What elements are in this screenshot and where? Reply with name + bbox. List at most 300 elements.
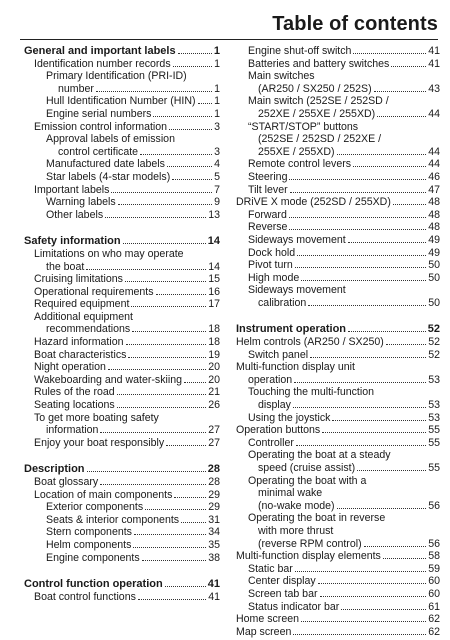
- toc-page: 44: [428, 145, 440, 158]
- toc-label: Multi-function display elements: [236, 550, 381, 563]
- toc-page: 62: [428, 613, 440, 626]
- toc-entry-line: Primary Identification (PRI-ID): [46, 70, 187, 83]
- toc-page: 55: [428, 424, 440, 437]
- toc-page: 20: [208, 361, 220, 374]
- toc-page: 9: [214, 196, 220, 209]
- toc-page: 19: [208, 348, 220, 361]
- toc-label: Boat control functions: [34, 590, 136, 603]
- toc-left-column: [24, 45, 220, 603]
- dot-leader: [301, 621, 426, 622]
- toc-section[interactable]: [24, 463, 220, 476]
- toc-page: 48: [428, 196, 440, 209]
- toc-page: 49: [428, 246, 440, 259]
- dot-leader: [100, 484, 206, 485]
- toc-label: General and important labels: [24, 45, 176, 57]
- section-gap: [236, 309, 440, 323]
- toc-section[interactable]: [24, 235, 220, 248]
- toc-entry[interactable]: [236, 221, 440, 234]
- toc-page: 61: [428, 600, 440, 613]
- toc-entry[interactable]: [236, 234, 440, 247]
- toc-label: Engine components: [46, 551, 140, 564]
- toc-page: 60: [428, 575, 440, 588]
- toc-entry[interactable]: [236, 399, 440, 412]
- toc-page: 15: [208, 273, 220, 286]
- toc-entry[interactable]: [24, 184, 220, 197]
- toc-label: Remote control levers: [248, 158, 352, 171]
- toc-label: Seats & interior components: [46, 513, 180, 526]
- toc-page: 34: [208, 526, 220, 539]
- toc-page: 26: [208, 399, 220, 412]
- toc-entry[interactable]: [236, 247, 440, 260]
- toc-label: Operational requirements: [34, 285, 154, 298]
- toc-label: Instrument operation: [236, 323, 347, 336]
- toc-page: 56: [428, 499, 440, 512]
- toc-entry[interactable]: [24, 261, 220, 274]
- toc-page: 20: [208, 373, 220, 386]
- dot-leader: [117, 407, 207, 408]
- toc-page: 4: [214, 158, 220, 171]
- toc-entry[interactable]: [236, 626, 440, 639]
- toc-label: Steering: [248, 170, 288, 183]
- toc-page: 16: [208, 285, 220, 298]
- toc-label: Home screen: [236, 613, 299, 626]
- dot-leader: [178, 53, 212, 54]
- toc-label: Description: [24, 463, 85, 476]
- toc-entry[interactable]: [236, 462, 440, 475]
- dot-leader: [111, 192, 212, 193]
- toc-page: 58: [428, 550, 440, 563]
- toc-entry[interactable]: [236, 158, 440, 171]
- dot-leader: [174, 497, 206, 498]
- dot-leader: [167, 166, 212, 167]
- toc-page: 18: [208, 323, 220, 336]
- toc-page: 28: [208, 476, 220, 488]
- dot-leader: [337, 154, 427, 155]
- toc-entry[interactable]: [24, 336, 220, 349]
- toc-entry-line: Main switch (252SE / 252SD /: [248, 95, 389, 108]
- dot-leader: [290, 192, 427, 193]
- toc-page: 29: [208, 488, 220, 501]
- dot-leader: [357, 470, 426, 471]
- toc-entry[interactable]: [236, 184, 440, 197]
- dot-leader: [131, 306, 206, 307]
- toc-page: 53: [428, 399, 440, 412]
- dot-leader: [134, 534, 206, 535]
- toc-entry[interactable]: [236, 259, 440, 272]
- dot-leader: [295, 267, 426, 268]
- toc-page: 47: [428, 183, 440, 196]
- toc-page: 21: [208, 386, 220, 399]
- toc-label: Cruising limitations: [34, 273, 123, 286]
- toc-page: 49: [428, 233, 440, 246]
- toc-page: 1: [214, 57, 220, 70]
- toc-page: 28: [207, 463, 220, 476]
- toc-label: Status indicator bar: [248, 600, 340, 613]
- dot-leader: [117, 394, 207, 395]
- toc-page: 1: [214, 95, 220, 108]
- toc-label: Pivot turn: [248, 259, 293, 272]
- toc-page: 52: [428, 348, 440, 361]
- dot-leader: [96, 91, 212, 92]
- toc-label: Exterior components: [46, 501, 144, 514]
- toc-label: Reverse: [248, 221, 288, 234]
- toc-label: Operation buttons: [236, 424, 321, 437]
- dot-leader: [145, 509, 206, 510]
- toc-entry-line: with more thrust: [258, 524, 334, 537]
- toc-page: 48: [428, 221, 440, 234]
- toc-entry[interactable]: [236, 550, 440, 563]
- toc-page: 1: [214, 107, 220, 120]
- toc-label: (AR250 / SX250 / 252S): [258, 82, 372, 95]
- toc-page: 3: [214, 120, 220, 133]
- toc-label: Switch panel: [248, 348, 309, 361]
- toc-entry-line: Additional equipment: [34, 310, 133, 323]
- dot-leader: [86, 269, 206, 270]
- dot-leader: [391, 66, 426, 67]
- dot-leader: [108, 369, 206, 370]
- toc-entry[interactable]: [24, 539, 220, 552]
- toc-label: Safety information: [24, 235, 121, 248]
- toc-page: 1: [214, 82, 220, 95]
- toc-page: 29: [208, 501, 220, 514]
- dot-leader: [184, 382, 206, 383]
- dot-leader: [386, 344, 426, 345]
- dot-leader: [128, 357, 206, 358]
- toc-entry[interactable]: [236, 538, 440, 551]
- toc-entry[interactable]: [24, 526, 220, 539]
- dot-leader: [289, 179, 426, 180]
- dot-leader: [348, 331, 426, 332]
- title-rule: [20, 39, 438, 40]
- toc-label: Enjoy your boat responsibly: [34, 436, 165, 449]
- toc-page: 41: [208, 590, 220, 603]
- toc-page: 38: [208, 551, 220, 564]
- toc-label: Engine serial numbers: [46, 107, 152, 120]
- toc-label: Important labels: [34, 183, 110, 196]
- toc-entry-line: (252SE / 252SD / 252XE /: [258, 133, 382, 146]
- toc-entry[interactable]: [236, 209, 440, 222]
- toc-label: Night operation: [34, 361, 106, 374]
- dot-leader: [289, 217, 426, 218]
- toc-page: 44: [428, 158, 440, 171]
- toc-entry[interactable]: [24, 121, 220, 134]
- dot-leader: [172, 179, 212, 180]
- dot-leader: [289, 229, 426, 230]
- toc-page: 50: [428, 271, 440, 284]
- dot-leader: [105, 217, 206, 218]
- toc-entry[interactable]: [236, 588, 440, 601]
- toc-entry-line: Main switches: [248, 70, 315, 83]
- toc-entry[interactable]: [24, 95, 220, 108]
- toc-entry[interactable]: [24, 591, 220, 604]
- toc-label: (reverse RPM control): [258, 537, 362, 550]
- toc-label: Sideways movement: [248, 233, 346, 246]
- dot-leader: [156, 294, 207, 295]
- dot-leader: [87, 471, 206, 472]
- toc-entry[interactable]: [24, 171, 220, 184]
- dot-leader: [353, 53, 426, 54]
- toc-page: 31: [208, 513, 220, 526]
- toc-page: 46: [428, 170, 440, 183]
- toc-label: Rules of the road: [34, 386, 115, 399]
- toc-label: Controller: [248, 436, 294, 449]
- dot-leader: [348, 242, 426, 243]
- toc-entry-line: Approval labels of emission: [46, 133, 175, 146]
- toc-entry[interactable]: [236, 83, 440, 96]
- toc-label: Center display: [248, 575, 316, 588]
- toc-entry[interactable]: [236, 108, 440, 121]
- toc-entry-line: “START/STOP” buttons: [248, 120, 359, 133]
- toc-section[interactable]: [236, 323, 440, 336]
- toc-entry[interactable]: [24, 514, 220, 527]
- toc-label: Hazard information: [34, 336, 124, 349]
- toc-label: Seating locations: [34, 399, 115, 412]
- toc-page: 48: [428, 208, 440, 221]
- toc-entry[interactable]: [236, 575, 440, 588]
- toc-entry[interactable]: [24, 424, 220, 437]
- dot-leader: [337, 508, 427, 509]
- toc-label: Using the joystick: [248, 411, 331, 424]
- toc-entry[interactable]: [24, 437, 220, 450]
- toc-label: number: [58, 82, 94, 95]
- toc-label: Other labels: [46, 208, 104, 221]
- toc-label: Wakeboarding and water-skiing: [34, 373, 182, 386]
- dot-leader: [125, 281, 206, 282]
- toc-label: Hull Identification Number (HIN): [46, 95, 196, 108]
- toc-section[interactable]: [24, 578, 220, 591]
- toc-label: Required equipment: [34, 298, 130, 311]
- toc-label: Location of main components: [34, 488, 173, 501]
- toc-page: 41: [428, 45, 440, 57]
- toc-entry[interactable]: [236, 349, 440, 362]
- dot-leader: [165, 586, 206, 587]
- toc-entry-line: Operating the boat at a steady: [248, 449, 391, 462]
- toc-label: Warning labels: [46, 196, 116, 209]
- toc-label: Control function operation: [24, 578, 163, 591]
- dot-leader: [341, 609, 426, 610]
- toc-entry[interactable]: [24, 286, 220, 299]
- toc-page: 59: [428, 562, 440, 575]
- dot-leader: [100, 432, 206, 433]
- toc-page: 27: [208, 436, 220, 449]
- dot-leader: [383, 558, 426, 559]
- dot-leader: [140, 154, 212, 155]
- toc-entry[interactable]: [236, 601, 440, 614]
- toc-entry[interactable]: [24, 158, 220, 171]
- toc-label: calibration: [258, 296, 307, 309]
- toc-page: 41: [428, 57, 440, 70]
- dot-leader: [153, 116, 212, 117]
- toc-label: Boat characteristics: [34, 348, 127, 361]
- toc-label: speed (cruise assist): [258, 462, 356, 474]
- toc-page: 7: [214, 183, 220, 196]
- toc-right-column: [236, 45, 440, 638]
- toc-entry[interactable]: [236, 424, 440, 437]
- toc-entry[interactable]: [236, 374, 440, 387]
- toc-page: 62: [428, 625, 440, 638]
- toc-label: Map screen: [236, 625, 292, 638]
- dot-leader: [332, 420, 426, 421]
- dot-leader: [377, 116, 426, 117]
- toc-entry[interactable]: [236, 272, 440, 285]
- toc-label: Dock hold: [248, 246, 296, 259]
- toc-label: (no-wake mode): [258, 499, 335, 512]
- dot-leader: [294, 382, 426, 383]
- toc-label: Identification number records: [34, 57, 171, 70]
- toc-entry-line: Operating the boat in reverse: [248, 512, 386, 525]
- toc-page: 41: [207, 578, 220, 591]
- dot-leader: [296, 445, 426, 446]
- toc-page: 50: [428, 259, 440, 272]
- toc-entry[interactable]: [236, 297, 440, 310]
- toc-page: 52: [427, 323, 440, 336]
- toc-page: 43: [428, 82, 440, 95]
- toc-entry[interactable]: [24, 476, 220, 489]
- toc-entry[interactable]: [24, 374, 220, 387]
- toc-entry[interactable]: [236, 500, 440, 513]
- toc-page: 5: [214, 170, 220, 183]
- toc-entry[interactable]: [24, 83, 220, 96]
- dot-leader: [132, 331, 206, 332]
- toc-label: 255XE / 255XD): [258, 145, 335, 158]
- dot-leader: [166, 445, 206, 446]
- toc-label: DRiVE X mode (252SD / 255XD): [236, 196, 391, 209]
- dot-leader: [293, 634, 426, 635]
- toc-label: Static bar: [248, 562, 293, 575]
- toc-label: Stern components: [46, 526, 132, 539]
- toc-page: 44: [428, 107, 440, 120]
- toc-entry-line: Multi-function display unit: [236, 361, 355, 374]
- toc-entry-line: Touching the multi-function: [248, 386, 375, 399]
- toc-label: the boat: [46, 260, 85, 273]
- toc-entry-line: Limitations on who may operate: [34, 247, 184, 260]
- toc-entry[interactable]: [236, 196, 440, 209]
- dot-leader: [308, 305, 426, 306]
- toc-entry[interactable]: [24, 349, 220, 362]
- toc-label: Helm controls (AR250 / SX250): [236, 336, 384, 349]
- toc-entry[interactable]: [236, 45, 440, 58]
- toc-entry[interactable]: [236, 336, 440, 349]
- toc-page: 55: [428, 436, 440, 449]
- dot-leader: [320, 596, 427, 597]
- section-gap: [24, 564, 220, 578]
- dot-leader: [123, 243, 206, 244]
- toc-entry[interactable]: [236, 613, 440, 626]
- toc-label: 252XE / 255XE / 255XD): [258, 107, 376, 120]
- toc-entry[interactable]: [236, 171, 440, 184]
- toc-page: 52: [428, 336, 440, 349]
- toc-label: High mode: [248, 271, 300, 284]
- toc-page: 14: [208, 260, 220, 273]
- toc-page: 3: [214, 145, 220, 158]
- dot-leader: [295, 571, 426, 572]
- toc-label: operation: [248, 373, 293, 386]
- toc-label: control certificate: [58, 145, 139, 158]
- dot-leader: [374, 91, 427, 92]
- toc-entry[interactable]: [24, 552, 220, 565]
- toc-entry[interactable]: [24, 146, 220, 159]
- toc-label: recommendations: [46, 323, 131, 336]
- toc-label: Batteries and battery switches: [248, 57, 390, 70]
- toc-label: Screen tab bar: [248, 587, 318, 600]
- toc-page: 35: [208, 538, 220, 551]
- toc-entry[interactable]: [24, 489, 220, 502]
- dot-leader: [198, 103, 213, 104]
- dot-leader: [364, 546, 427, 547]
- page-title: Table of contents: [272, 13, 438, 35]
- toc-entry-line: Operating the boat with a: [248, 474, 367, 487]
- toc-page: 1: [213, 45, 220, 57]
- toc-entry-line: minimal wake: [258, 487, 323, 500]
- dot-leader: [353, 166, 426, 167]
- toc-page: 17: [208, 298, 220, 311]
- toc-entry[interactable]: [236, 563, 440, 576]
- toc-entry[interactable]: [236, 437, 440, 450]
- dot-leader: [293, 407, 426, 408]
- section-gap: [24, 449, 220, 463]
- toc-page: 13: [208, 208, 220, 221]
- dot-leader: [181, 522, 206, 523]
- toc-label: information: [46, 424, 99, 437]
- toc-entry[interactable]: [24, 298, 220, 311]
- toc-entry[interactable]: [24, 58, 220, 71]
- toc-entry[interactable]: [24, 386, 220, 399]
- toc-page: 27: [208, 424, 220, 437]
- toc-entry-line: To get more boating safety: [34, 411, 159, 424]
- toc-entry[interactable]: [24, 501, 220, 514]
- toc-entry[interactable]: [24, 399, 220, 412]
- toc-entry[interactable]: [236, 412, 440, 425]
- toc-entry[interactable]: [24, 361, 220, 374]
- toc-entry[interactable]: [24, 273, 220, 286]
- dot-leader: [138, 599, 206, 600]
- toc-entry[interactable]: [24, 108, 220, 121]
- toc-label: Tilt lever: [248, 183, 288, 196]
- toc-label: Star labels (4-star models): [46, 170, 171, 183]
- toc-label: Engine shut-off switch: [248, 45, 352, 57]
- dot-leader: [118, 204, 212, 205]
- toc-page: 60: [428, 587, 440, 600]
- toc-entry-line: Sideways movement: [248, 284, 346, 297]
- toc-entry[interactable]: [24, 196, 220, 209]
- dot-leader: [393, 204, 426, 205]
- toc-label: Helm components: [46, 538, 132, 551]
- dot-leader: [169, 129, 212, 130]
- section-gap: [24, 221, 220, 235]
- toc-label: display: [258, 399, 291, 412]
- dot-leader: [310, 357, 426, 358]
- dot-leader: [318, 583, 426, 584]
- toc-entry[interactable]: [24, 323, 220, 336]
- toc-entry[interactable]: [24, 209, 220, 222]
- toc-page: 56: [428, 537, 440, 550]
- dot-leader: [301, 280, 426, 281]
- toc-page: 53: [428, 411, 440, 424]
- toc-entry[interactable]: [236, 146, 440, 159]
- toc-page: 50: [428, 296, 440, 309]
- toc-page: 18: [208, 336, 220, 349]
- toc-label: Forward: [248, 208, 287, 221]
- dot-leader: [142, 560, 207, 561]
- toc-section[interactable]: [24, 45, 220, 58]
- toc-label: Manufactured date labels: [46, 158, 165, 171]
- dot-leader: [126, 344, 207, 345]
- toc-entry[interactable]: [236, 58, 440, 71]
- toc-page: 14: [207, 235, 220, 248]
- toc-label: Boat glossary: [34, 476, 99, 488]
- dot-leader: [322, 432, 426, 433]
- dot-leader: [297, 255, 426, 256]
